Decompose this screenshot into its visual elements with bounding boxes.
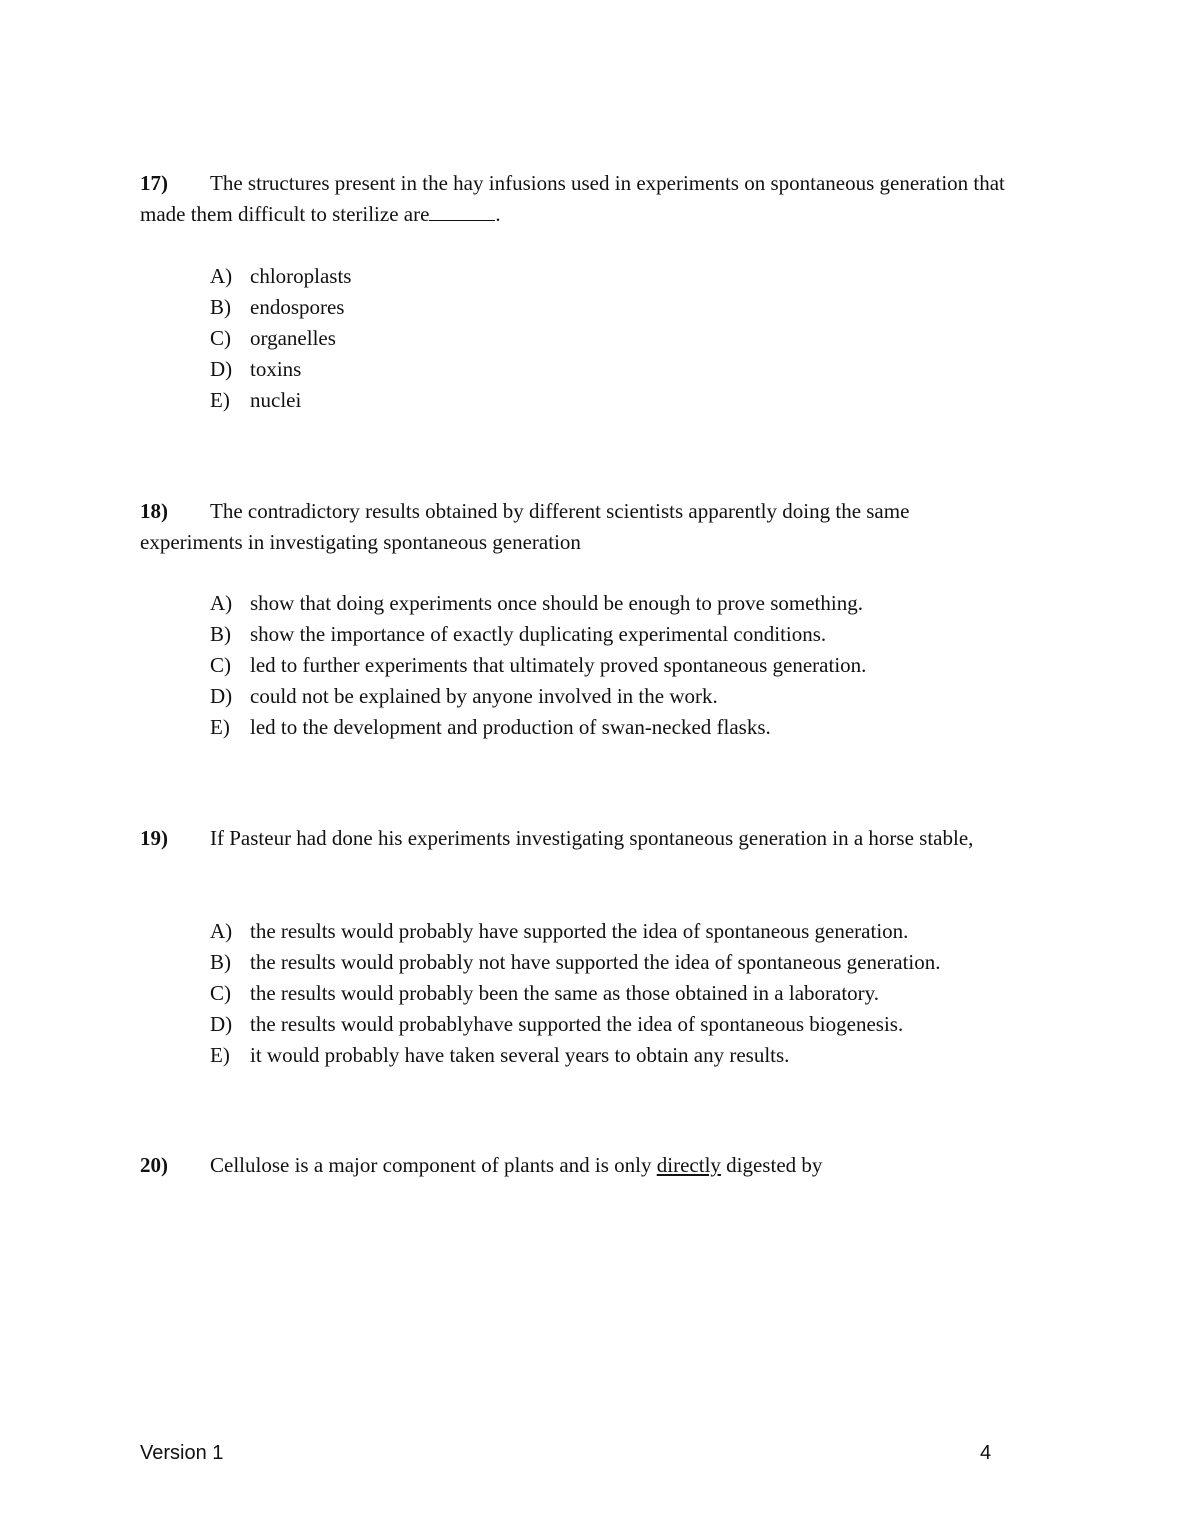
option-text: led to further experiments that ultimately proved spontaneous generation. bbox=[250, 653, 867, 677]
option-d bbox=[210, 681, 866, 712]
option-text: toxins bbox=[250, 357, 302, 381]
option-text: nuclei bbox=[250, 388, 302, 412]
option-text: led to the development and production of swan-necked flasks. bbox=[250, 715, 771, 739]
question-17-options bbox=[210, 261, 351, 416]
option-text: the results would probablyhave supported the idea of spontaneous biogenesis. bbox=[250, 1012, 904, 1036]
footer-version: Version 1 bbox=[140, 1442, 224, 1464]
option-letter: B) bbox=[210, 295, 231, 319]
option-letter: A) bbox=[210, 919, 233, 943]
question-number: 19) bbox=[140, 826, 168, 850]
question-18-stem bbox=[140, 496, 1010, 558]
question-20-stem bbox=[140, 1150, 1010, 1181]
option-text: the results would probably have supported the idea of spontaneous generation. bbox=[250, 919, 909, 943]
option-letter: D) bbox=[210, 1012, 233, 1036]
question-text-end: . bbox=[495, 202, 501, 226]
option-e bbox=[210, 1040, 941, 1071]
option-a bbox=[210, 588, 866, 619]
option-text: organelles bbox=[250, 326, 336, 350]
option-a bbox=[210, 916, 941, 947]
question-text: Cellulose is a major component of plants and is only bbox=[210, 1153, 657, 1177]
option-letter: B) bbox=[210, 950, 231, 974]
option-b bbox=[210, 947, 941, 978]
option-c bbox=[210, 978, 941, 1009]
option-d bbox=[210, 354, 351, 385]
question-19-options bbox=[210, 916, 941, 1071]
option-c bbox=[210, 323, 351, 354]
option-text: the results would probably been the same as those obtained in a laboratory. bbox=[250, 981, 880, 1005]
option-letter: B) bbox=[210, 622, 231, 646]
option-letter: C) bbox=[210, 981, 231, 1005]
option-text: show that doing experiments once should be enough to prove something. bbox=[250, 591, 863, 615]
question-17-stem bbox=[140, 168, 1010, 230]
question-text: The contradictory results obtained by different scientists apparently doing the same experiments in investigating spontaneous generation bbox=[140, 499, 910, 554]
option-letter: A) bbox=[210, 591, 233, 615]
footer-page-number: 4 bbox=[980, 1442, 992, 1464]
question-number: 18) bbox=[140, 499, 168, 523]
option-text: endospores bbox=[250, 295, 345, 319]
fill-in-blank bbox=[429, 202, 495, 221]
question-number: 17) bbox=[140, 171, 168, 195]
question-18-options bbox=[210, 588, 866, 743]
option-letter: D) bbox=[210, 684, 233, 708]
option-letter: E) bbox=[210, 715, 230, 739]
question-text: The structures present in the hay infusions used in experiments on spontaneous generation that made them difficult to sterilize are bbox=[140, 171, 1005, 226]
option-letter: E) bbox=[210, 1043, 230, 1067]
option-letter: A) bbox=[210, 264, 233, 288]
option-text: it would probably have taken several years to obtain any results. bbox=[250, 1043, 790, 1067]
question-text-end: digested by bbox=[720, 1153, 823, 1177]
option-letter: C) bbox=[210, 326, 231, 350]
option-d bbox=[210, 1009, 941, 1040]
option-b bbox=[210, 619, 866, 650]
option-a bbox=[210, 261, 351, 292]
question-19-stem bbox=[140, 823, 1010, 854]
underlined-emphasis: directly bbox=[656, 1153, 721, 1177]
option-letter: C) bbox=[210, 653, 231, 677]
option-e bbox=[210, 712, 866, 743]
option-text: chloroplasts bbox=[250, 264, 352, 288]
option-b bbox=[210, 292, 351, 323]
option-letter: E) bbox=[210, 388, 230, 412]
question-text: If Pasteur had done his experiments investigating spontaneous generation in a horse stable, bbox=[210, 826, 974, 850]
option-text: the results would probably not have supported the idea of spontaneous generation. bbox=[250, 950, 941, 974]
option-text: could not be explained by anyone involved in the work. bbox=[250, 684, 718, 708]
option-text: show the importance of exactly duplicating experimental conditions. bbox=[250, 622, 827, 646]
option-letter: D) bbox=[210, 357, 233, 381]
option-e bbox=[210, 385, 351, 416]
option-c bbox=[210, 650, 866, 681]
question-number: 20) bbox=[140, 1153, 168, 1177]
